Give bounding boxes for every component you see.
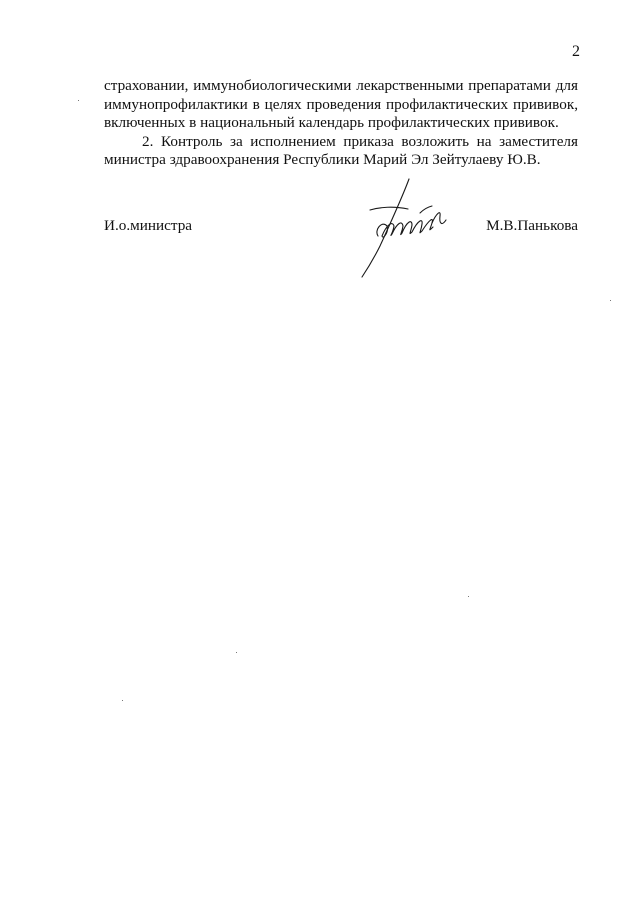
scan-speck [122, 700, 123, 701]
signer-position: И.о.министра [104, 217, 193, 234]
paragraph-control-clause: 2. Контроль за исполнением приказа возложить на заместителя министра здравоохранения Республики Марий Эл Зейтулаеву Ю.В. [104, 132, 578, 168]
page-number: 2 [572, 43, 580, 60]
document-body [104, 77, 578, 170]
paragraph-continuation: страховании, иммунобиологическими лекарственными препаратами для иммунопрофилактики в целях проведения профилактических прививок, включенных в национальный календарь профилактических прививок. [104, 77, 578, 131]
scan-speck [78, 100, 79, 101]
handwritten-signature [352, 176, 462, 280]
scan-speck [236, 652, 237, 653]
signature-block [104, 216, 578, 238]
scan-speck [468, 596, 469, 597]
scan-speck [610, 300, 611, 301]
signer-name: М.В.Панькова [486, 217, 578, 234]
